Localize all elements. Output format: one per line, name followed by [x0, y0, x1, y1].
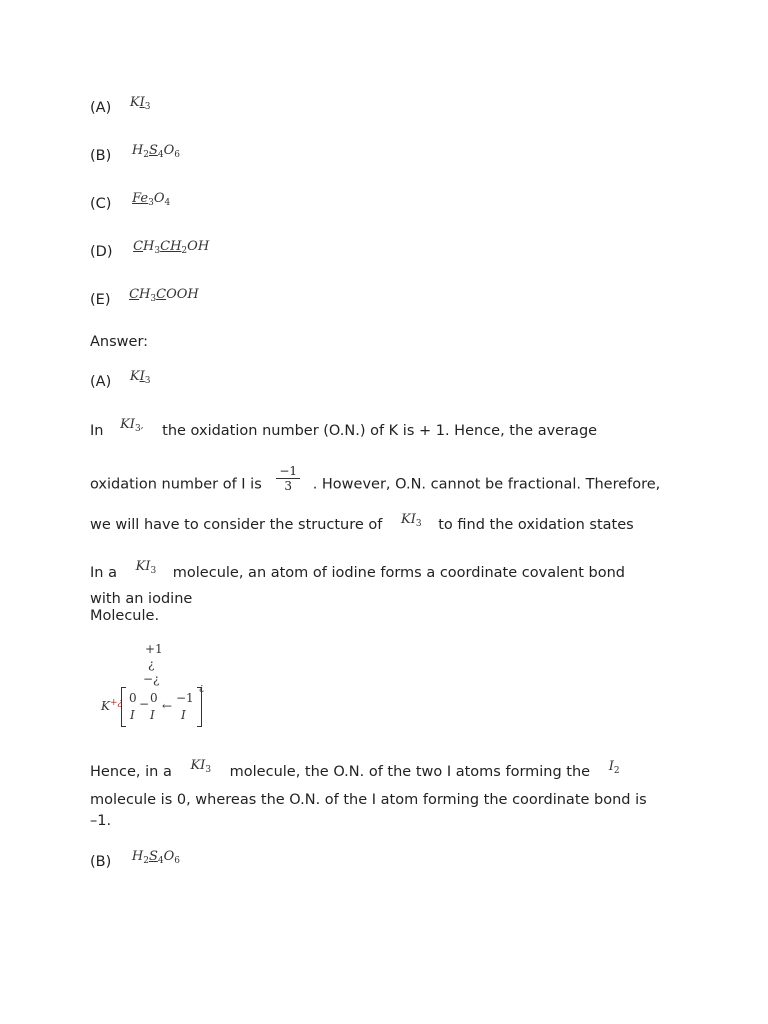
option-a — [90, 95, 151, 118]
option-label: (B) — [90, 148, 112, 164]
para2-line1: In a $KI_3$ molecule, an atom of iodine forms a coordinate covalent bond — [90, 559, 625, 581]
option-b — [90, 143, 180, 166]
option-d — [90, 239, 210, 262]
formula-ki3: $KI_3$ — [129, 95, 151, 112]
on-value: −1 — [176, 691, 194, 705]
answer-option-a — [90, 369, 151, 392]
end-mark: ¿ — [199, 683, 204, 693]
formula-acetic-acid: $CH_3COOH$ — [129, 287, 199, 304]
option-label: (D) — [90, 244, 113, 260]
left-bracket — [121, 687, 126, 727]
bond-dash: − — [139, 697, 150, 711]
right-bracket — [197, 687, 202, 727]
formula-ethanol: $CH_3CH_2OH$ — [133, 239, 210, 256]
on-value: 0 — [129, 691, 137, 705]
para2-line2: with an iodine — [90, 591, 193, 607]
para3-line1: Hence, in a $KI_3$ molecule, the O.N. of the two I atoms forming the $I_2$ — [90, 758, 620, 780]
fraction-minus-one-third: $\frac{-1}{3}$ — [276, 464, 300, 493]
option-label: (B) — [90, 854, 112, 870]
option-label: (C) — [90, 196, 112, 212]
option-c — [90, 191, 171, 214]
iodine-atom: I — [181, 708, 186, 722]
formula-ki3: $KI_3$ — [129, 369, 151, 386]
para1-line1: In $KI_3$, the oxidation number (O.N.) of K is + 1. Hence, the average — [90, 417, 598, 439]
option-e — [90, 287, 199, 310]
option-label: (A) — [90, 100, 112, 116]
answer-heading: Answer: — [90, 334, 149, 350]
top-charge: +1 — [145, 642, 163, 656]
option-label: (A) — [90, 374, 112, 390]
iodine-atom: I — [130, 708, 135, 722]
para2-line3: Molecule. — [90, 608, 160, 624]
formula-ki3: $KI_3$ — [401, 512, 422, 529]
formula-h2s4o6: $H_2S_4O_6$ — [131, 143, 180, 160]
formula-fe3o4: $Fe_3O_4$ — [132, 191, 171, 208]
para3-line3: –1. — [90, 813, 112, 829]
formula-i2: $I_2$ — [608, 759, 620, 776]
potassium-symbol: K+¿ — [101, 698, 123, 713]
para3-line2: molecule is 0, whereas the O.N. of the I atom forming the coordinate bond is — [90, 792, 647, 808]
iodine-atom: I — [150, 708, 155, 722]
formula-h2s4o6: $H_2S_4O_6$ — [131, 849, 180, 866]
para1-line2: oxidation number of I is $\frac{-1}{3}$ . However, O.N. cannot be fractional. Therefore, — [90, 464, 661, 493]
mid-mark: −¿ — [143, 672, 160, 686]
para1-line3: we will have to consider the structure of $KI_3$ to find the oxidation states — [90, 512, 634, 533]
answer-option-b — [90, 849, 180, 872]
top-atom: ¿ — [148, 657, 155, 671]
formula-ki3: $KI_3$ — [190, 758, 212, 775]
formula-ki3: $KI_3$ — [135, 559, 157, 576]
on-value: 0 — [150, 691, 158, 705]
formula-ki3: $KI_3$, — [120, 417, 144, 434]
option-label: (E) — [90, 292, 111, 308]
coordinate-arrow: ← — [162, 699, 173, 713]
